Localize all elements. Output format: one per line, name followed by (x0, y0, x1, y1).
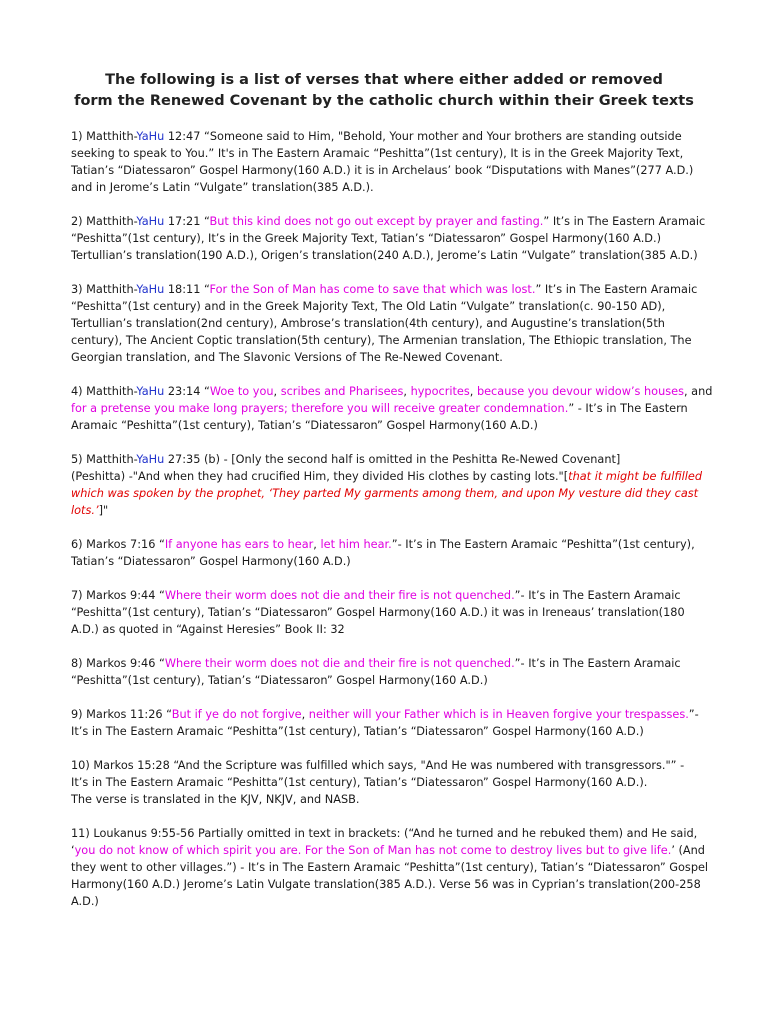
verse-text: 11) Loukanus 9:55-56 Partially omitted in text in brackets: (“And he turned and he rebuked them) and He said, (71, 827, 698, 840)
quoted-verse-text: But this kind does not go out except by prayer and fasting. (209, 215, 544, 228)
verse-line (71, 757, 736, 774)
verse-text: A.D.) as quoted in “Against Heresies” Book II: 32 (71, 623, 345, 636)
divine-name: YaHu (136, 283, 165, 296)
verse-line (71, 281, 736, 298)
verse-text: , (273, 385, 281, 398)
verse-text: , (313, 538, 321, 551)
verse-line (71, 791, 736, 808)
verse-line (71, 230, 736, 247)
verse-text: , (469, 385, 477, 398)
quoted-verse-text: Woe to you (209, 385, 274, 398)
verse-line (71, 723, 736, 740)
verse-line (71, 842, 736, 859)
verse-line (71, 400, 736, 417)
divine-name: YaHu (136, 385, 165, 398)
verse-text: It’s in The Eastern Aramaic “Peshitta”(1st century), Tatian’s “Diatessaron” Gospel Harmony(160 A.D.) (71, 725, 644, 738)
verse-entry (71, 825, 736, 910)
verse-line (71, 706, 736, 723)
quoted-verse-text: let him hear. (320, 538, 392, 551)
verse-entry (71, 655, 736, 689)
verse-entry (71, 536, 736, 570)
quoted-verse-text: hypocrites (410, 385, 470, 398)
verse-entry (71, 281, 736, 366)
verse-text: they went to other villages.”) - It’s in The Eastern Aramaic “Peshitta”(1st century), Tatian’s “Diatessaron” Gospel (71, 861, 709, 874)
verse-text: , (403, 385, 411, 398)
verse-text: and in Jerome’s Latin “Vulgate” translation(385 A.D.). (71, 181, 374, 194)
verse-line (71, 604, 736, 621)
verse-text: ’ (And (671, 844, 705, 857)
verse-entry (71, 213, 736, 264)
verse-line (71, 859, 736, 876)
added-text: lots.’ (71, 504, 99, 517)
verse-text: , (301, 708, 309, 721)
quoted-verse-text: Where their worm does not die and their fire is not quenched. (164, 657, 515, 670)
verse-line (71, 349, 736, 366)
verse-text: ”- It’s in The Eastern Aramaic (514, 589, 681, 602)
verse-text: ” It’s in The Eastern Aramaic (535, 283, 698, 296)
verse-line (71, 621, 736, 638)
verse-text: ”- It’s in The Eastern Aramaic “Peshitta”(1st century), (391, 538, 695, 551)
quoted-verse-text: you do not know of which spirit you are. For the Son of Man has not come to destroy lives but to give life. (74, 844, 672, 857)
verse-entry (71, 757, 736, 808)
verse-text: ”- It’s in The Eastern Aramaic (514, 657, 681, 670)
quoted-verse-text: If anyone has ears to hear (164, 538, 314, 551)
verse-text: 9) Markos 11:26 “ (71, 708, 172, 721)
verse-text: Tertullian’s translation(190 A.D.), Origen’s translation(240 A.D.), Jerome’s Latin “Vulgate” translation(385 A.D.) (71, 249, 698, 262)
verse-text: 4) Matthith- (71, 385, 137, 398)
verse-text: A.D.) (71, 895, 99, 908)
divine-name: YaHu (136, 215, 165, 228)
verse-entry (71, 706, 736, 740)
verse-line (71, 876, 736, 893)
verse-line (71, 247, 736, 264)
verse-text: 17:21 “ (164, 215, 210, 228)
quoted-verse-text: for a pretense you make long prayers; therefore you will receive greater condemnation. (71, 402, 569, 415)
verse-text: The verse is translated in the KJV, NKJV, and NASB. (71, 793, 360, 806)
quoted-verse-text: But if ye do not forgive (171, 708, 302, 721)
divine-name: YaHu (136, 130, 165, 143)
verse-text: “Peshitta”(1st century), Tatian’s “Diatessaron” Gospel Harmony(160 A.D.) (71, 674, 488, 687)
verse-text: Harmony(160 A.D.) Jerome’s Latin Vulgate translation(385 A.D.). Verse 56 was in Cyprian’s translation(200-258 (71, 878, 701, 891)
verse-text: 2) Matthith- (71, 215, 137, 228)
verse-line (71, 485, 736, 502)
quoted-verse-text: scribes and Pharisees (280, 385, 404, 398)
verse-line (71, 298, 736, 315)
verse-text: , and (683, 385, 713, 398)
quoted-verse-text: because you devour widow’s houses (476, 385, 684, 398)
verse-text: Tertullian’s translation(2nd century), Ambrose’s translation(4th century), and Augustine’s translation(5th (71, 317, 665, 330)
verse-line (71, 825, 736, 842)
verse-line (71, 315, 736, 332)
verse-line (71, 536, 736, 553)
verse-line (71, 893, 736, 910)
added-text: which was spoken by the prophet, ‘They parted My garments among them, and upon My vesture did they cast (71, 487, 699, 500)
verse-entry (71, 451, 736, 519)
verse-text: 10) Markos 15:28 “And the Scripture was fulfilled which says, "And He was numbered with transgressors."” - (71, 759, 685, 772)
verse-line (71, 179, 736, 196)
verse-text: 12:47 “Someone said to Him, "Behold, Your mother and Your brothers are standing outside (164, 130, 682, 143)
verse-text: 5) Matthith- (71, 453, 137, 466)
verse-line (71, 162, 736, 179)
verse-line (71, 128, 736, 145)
verse-line (71, 553, 736, 570)
verse-text: Aramaic “Peshitta”(1st century), Tatian’s “Diatessaron” Gospel Harmony(160 A.D.) (71, 419, 538, 432)
verse-entry (71, 587, 736, 638)
verse-line (71, 383, 736, 400)
title-line-2: form the Renewed Covenant by the catholic church within their Greek texts (74, 93, 694, 109)
verse-text: ]" (98, 504, 109, 517)
verse-text: “Peshitta”(1st century) and in the Greek Majority Text, The Old Latin “Vulgate” translation(c. 90-150 AD), (71, 300, 666, 313)
verse-text: It’s in The Eastern Aramaic “Peshitta”(1st century), Tatian’s “Diatessaron” Gospel Harmony(160 A.D.). (71, 776, 648, 789)
quoted-verse-text: Where their worm does not die and their fire is not quenched. (164, 589, 515, 602)
verse-line (71, 468, 736, 485)
verse-line (71, 502, 736, 519)
verse-line (71, 145, 736, 162)
quoted-verse-text: neither will your Father which is in Heaven forgive your trespasses. (308, 708, 689, 721)
verse-text: 18:11 “ (164, 283, 210, 296)
verse-entry (71, 383, 736, 434)
verse-entry (71, 128, 736, 196)
verse-line (71, 213, 736, 230)
quoted-verse-text: For the Son of Man has come to save that which was lost. (209, 283, 536, 296)
verse-text: 8) Markos 9:46 “ (71, 657, 165, 670)
verse-line (71, 451, 736, 468)
verse-text: 23:14 “ (164, 385, 210, 398)
verse-text: (Peshitta) -"And when they had crucified Him, they divided His clothes by casting lots."[ (71, 470, 569, 483)
verse-line (71, 587, 736, 604)
added-text: that it might be fulfilled (568, 470, 703, 483)
verse-text: 3) Matthith- (71, 283, 137, 296)
divine-name: YaHu (136, 453, 165, 466)
verse-line (71, 417, 736, 434)
verse-text: century), The Ancient Coptic translation(5th century), The Armenian translation, The Ethiopic translation, The (71, 334, 692, 347)
page-title (60, 70, 708, 112)
verse-line (71, 672, 736, 689)
verse-text: “Peshitta”(1st century), Tatian’s “Diatessaron” Gospel Harmony(160 A.D.) it was in Ireneaus’ translation(180 (71, 606, 685, 619)
title-line-1: The following is a list of verses that where either added or removed (105, 72, 663, 88)
verse-text: ‘ (71, 844, 75, 857)
verse-text: ” It’s in The Eastern Aramaic (543, 215, 706, 228)
verse-text: ”- (688, 708, 699, 721)
verse-text: 7) Markos 9:44 “ (71, 589, 165, 602)
verse-text: ” - It’s in The Eastern (568, 402, 688, 415)
verse-text: seeking to speak to You.” It's in The Eastern Aramaic “Peshitta”(1st century), It is in the Greek Majority Text, (71, 147, 684, 160)
verse-text: 1) Matthith- (71, 130, 137, 143)
verse-text: 6) Markos 7:16 “ (71, 538, 165, 551)
verse-text: “Peshitta”(1st century), It’s in the Greek Majority Text, Tatian’s “Diatessaron” Gospel Harmony(160 A.D.) (71, 232, 661, 245)
verse-line (71, 332, 736, 349)
verse-line (71, 655, 736, 672)
verse-text: 27:35 (b) - [Only the second half is omitted in the Peshitta Re-Newed Covenant] (164, 453, 621, 466)
verse-text: Tatian’s “Diatessaron” Gospel Harmony(160 A.D.) it is in Archelaus’ book “Disputations with Manes”(277 A.D.) (71, 164, 694, 177)
verse-line (71, 774, 736, 791)
verse-text: Tatian’s “Diatessaron” Gospel Harmony(160 A.D.) (71, 555, 351, 568)
verse-text: Georgian translation, and The Slavonic Versions of The Re-Newed Covenant. (71, 351, 503, 364)
